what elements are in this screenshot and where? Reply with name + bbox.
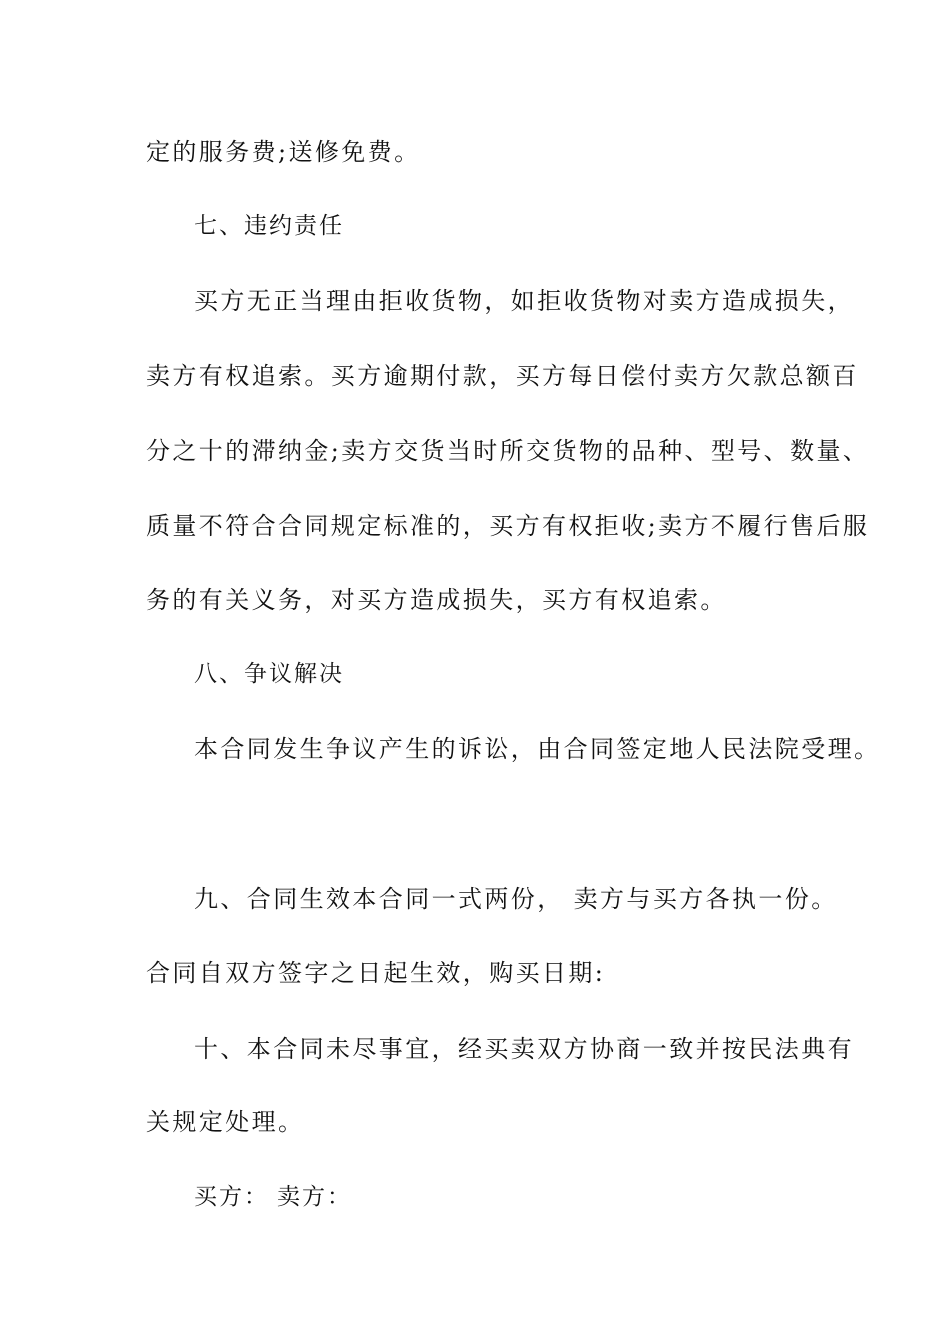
paragraph-line-unfinished-matters-1: 十、本合同未尽事宜，经买卖双方协商一致并按民法典有 [194,1035,854,1063]
paragraph-line-dispute: 本合同发生争议产生的诉讼，由合同签定地人民法院受理。 [194,735,881,763]
paragraph-line-breach-5: 务的有关义务，对买方造成损失，买方有权追索。 [146,586,727,614]
paragraph-line-effectiveness-1: 九、合同生效本合同一式两份， 卖方与买方各执一份。 [194,885,838,913]
section-heading-breach-liability: 七、违约责任 [194,213,344,239]
seller-signature-label: 卖方： [277,1184,352,1210]
paragraph-line-breach-3: 分之十的滞纳金;卖方交货当时所交货物的品种、型号、数量、 [146,437,870,465]
buyer-signature-label: 买方： [194,1184,269,1210]
paragraph-line-breach-2: 卖方有权追索。买方逾期付款，买方每日偿付卖方欠款总额百 [146,362,859,390]
paragraph-line-breach-1: 买方无正当理由拒收货物，如拒收货物对卖方造成损失， [194,287,854,315]
section-heading-dispute-resolution: 八、争议解决 [194,661,344,687]
paragraph-line-effectiveness-2: 合同自双方签字之日起生效，购买日期: [146,959,606,987]
paragraph-line-service-fee: 定的服务费;送修免费。 [146,138,421,166]
paragraph-line-breach-4: 质量不符合合同规定标准的，买方有权拒收;卖方不履行售后服 [146,512,870,540]
paragraph-line-unfinished-matters-2: 关规定处理。 [146,1108,305,1136]
